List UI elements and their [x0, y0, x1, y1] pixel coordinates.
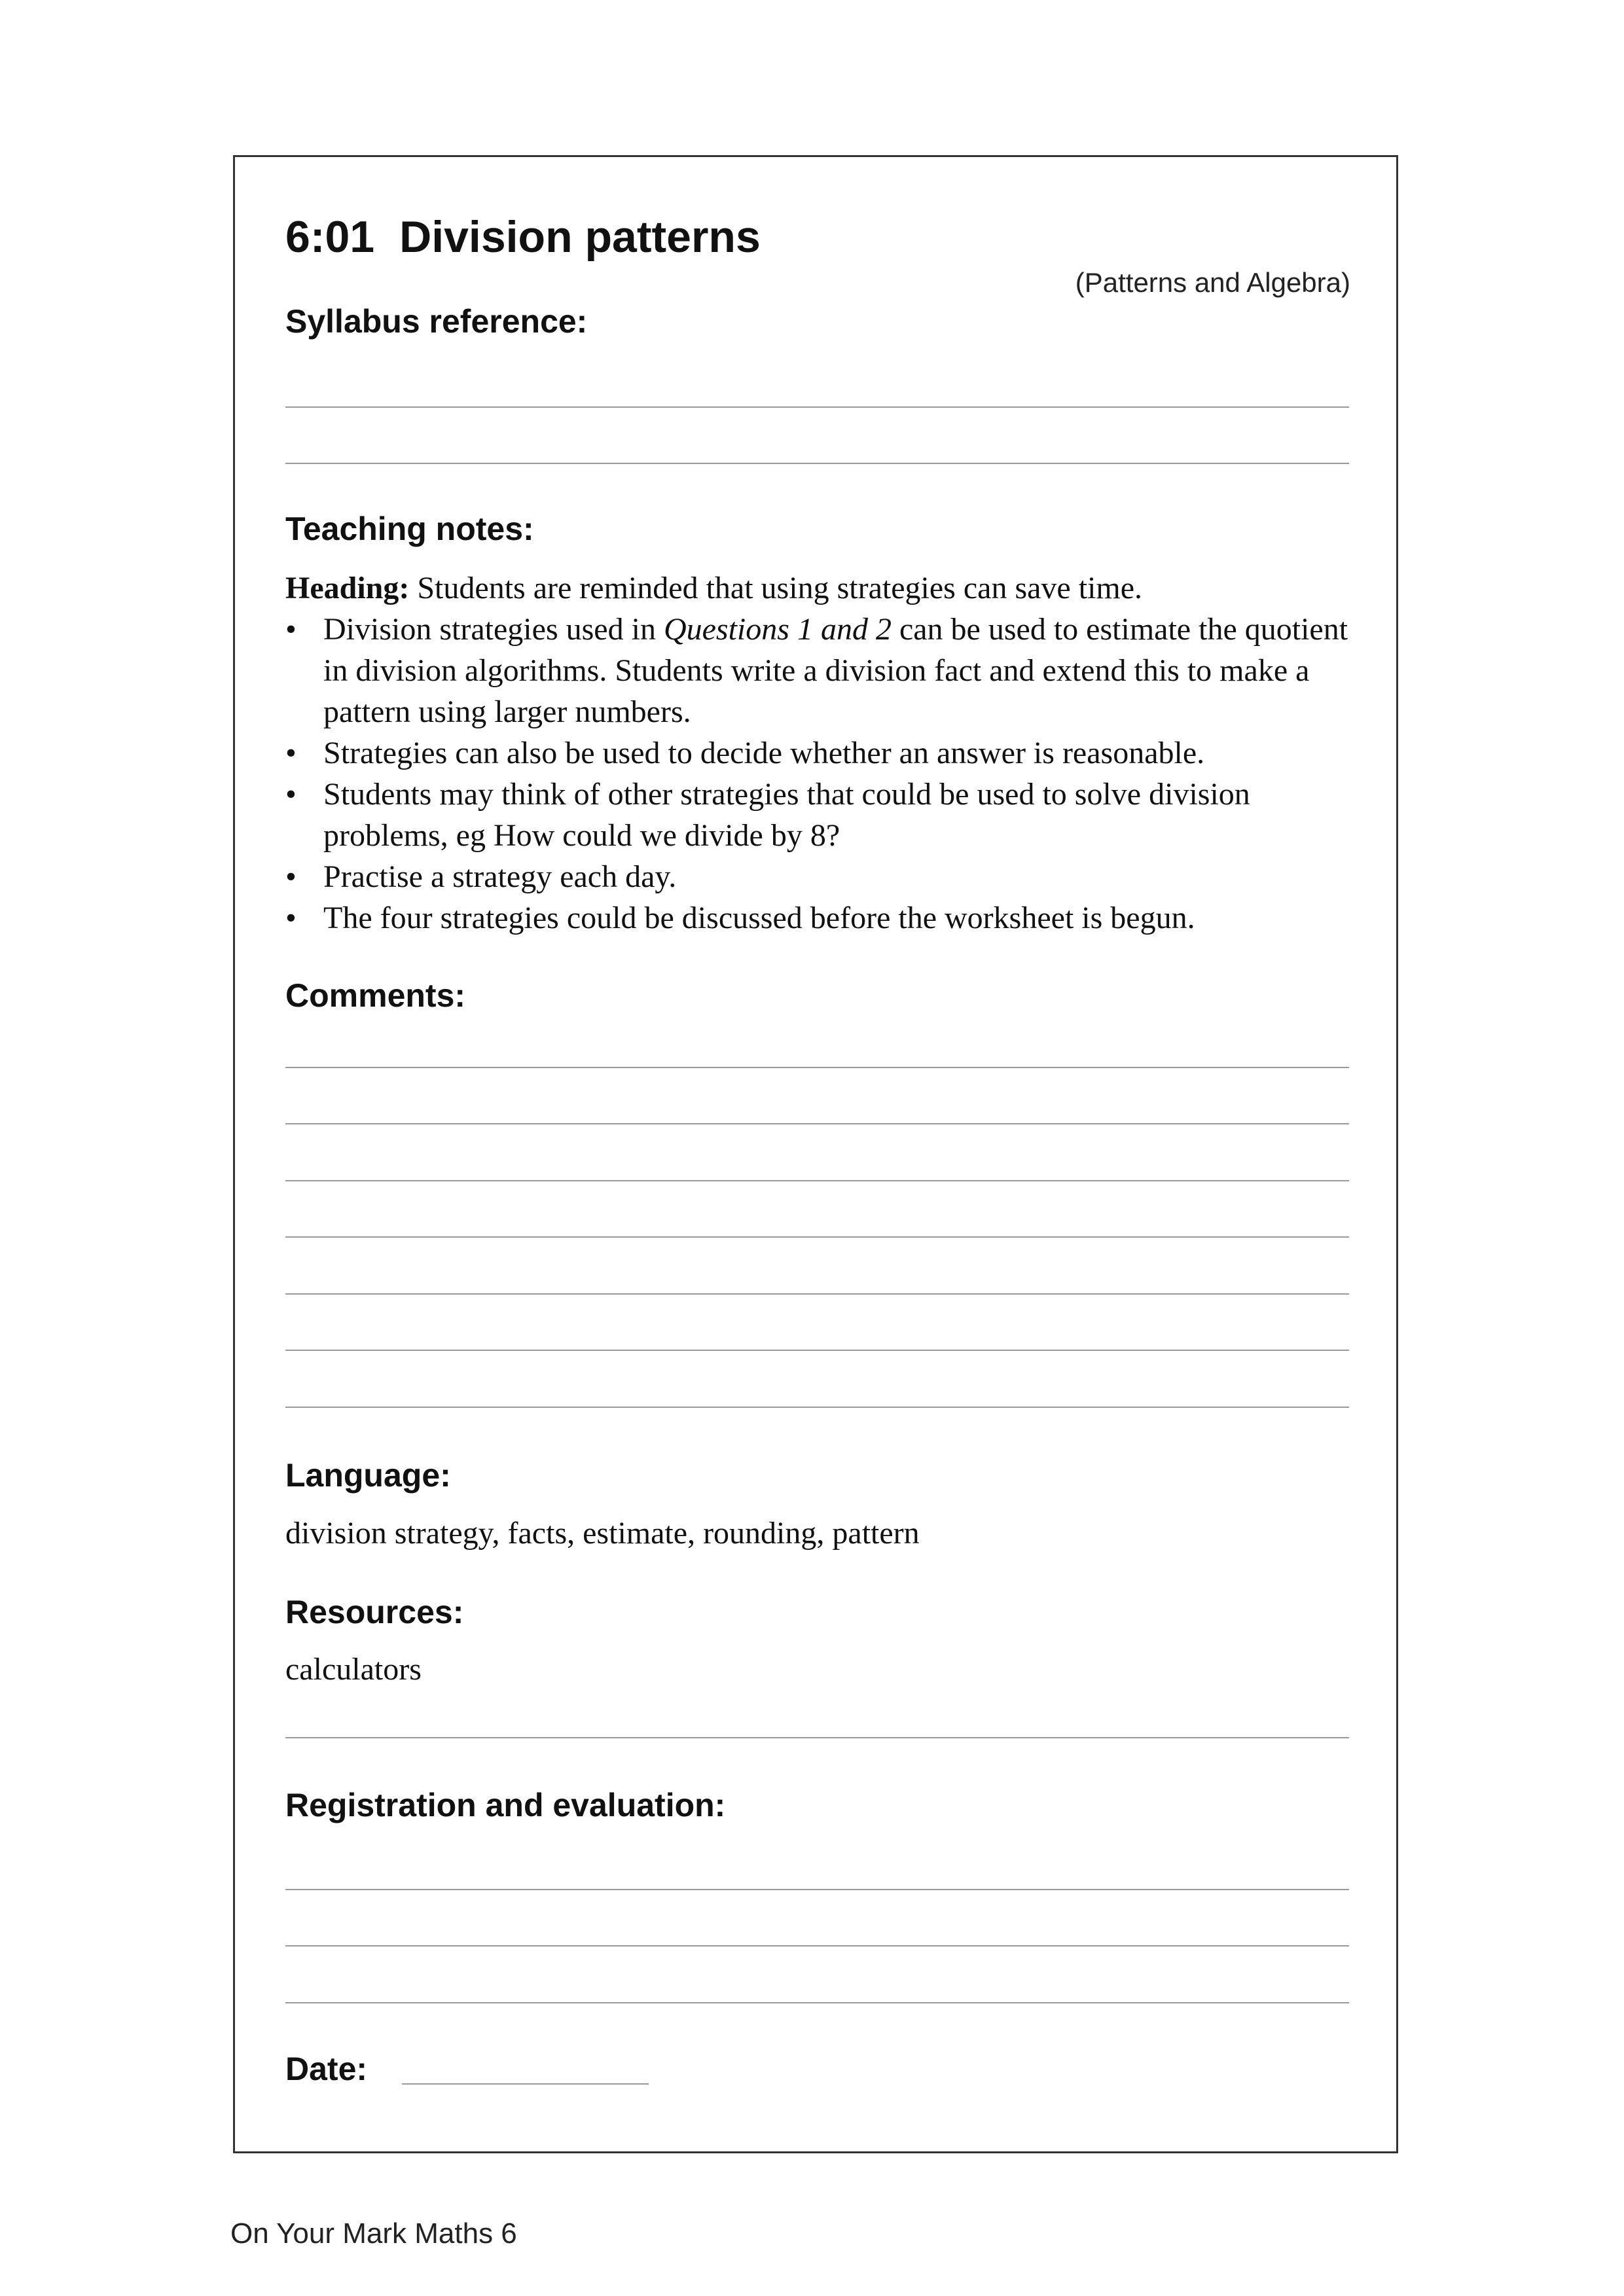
registration-line-1[interactable]: [285, 1889, 1349, 1890]
worksheet-frame: [233, 155, 1398, 2153]
teaching-notes-heading: Teaching notes:: [285, 511, 534, 547]
title-text: Division patterns: [399, 212, 761, 262]
title-number: 6:01: [285, 212, 375, 262]
syllabus-heading: Syllabus reference:: [285, 303, 588, 340]
comments-line-5[interactable]: [285, 1293, 1349, 1295]
list-item: [285, 856, 1359, 897]
list-item-text: Students may think of other strategies that could be used to solve division problems, eg How could we divide by 8?: [323, 777, 1250, 853]
footer-text: On Your Mark Maths 6: [230, 2217, 517, 2250]
comments-line-1[interactable]: [285, 1067, 1349, 1068]
syllabus-line-1[interactable]: [285, 406, 1349, 408]
language-heading: Language:: [285, 1457, 451, 1494]
list-item-text: Strategies can also be used to decide whether an answer is reasonable.: [323, 736, 1205, 770]
date-line[interactable]: [402, 2083, 649, 2085]
registration-line-3[interactable]: [285, 2002, 1349, 2003]
bullet-icon: •: [285, 777, 297, 812]
list-item: [285, 609, 1359, 732]
list-item-text: Division strategies used in: [323, 612, 664, 647]
comments-heading: Comments:: [285, 977, 466, 1014]
list-item-text: can be used to estimate the quotient in division algorithms. Students write a division fact and extend this to make a pattern using larger numbers.: [323, 612, 1348, 729]
comments-line-6[interactable]: [285, 1350, 1349, 1351]
list-item-emphasis: Questions 1 and 2: [663, 612, 892, 647]
resources-line[interactable]: [285, 1737, 1349, 1738]
comments-line-2[interactable]: [285, 1123, 1349, 1124]
registration-heading: Registration and evaluation:: [285, 1787, 726, 1823]
bullet-icon: •: [285, 736, 297, 770]
registration-line-2[interactable]: [285, 1945, 1349, 1946]
heading-note-text: Students are reminded that using strategies can save time.: [409, 571, 1143, 605]
bullet-icon: •: [285, 901, 297, 935]
list-item: [285, 774, 1359, 856]
language-text: division strategy, facts, estimate, rounding, pattern: [285, 1516, 920, 1551]
list-item-text: The four strategies could be discussed before the worksheet is begun.: [323, 901, 1195, 935]
resources-text: calculators: [285, 1652, 422, 1687]
list-item-text: Practise a strategy each day.: [323, 859, 677, 894]
syllabus-line-2[interactable]: [285, 463, 1349, 464]
comments-line-3[interactable]: [285, 1180, 1349, 1181]
comments-line-4[interactable]: [285, 1236, 1349, 1238]
list-item: [285, 732, 1359, 774]
bullet-icon: •: [285, 612, 297, 647]
heading-note-label: Heading:: [285, 571, 410, 605]
comments-line-7[interactable]: [285, 1407, 1349, 1408]
list-item: [285, 897, 1359, 939]
resources-heading: Resources:: [285, 1594, 464, 1630]
page-title: [285, 209, 761, 264]
bullet-icon: •: [285, 859, 297, 894]
strand-label: (Patterns and Algebra): [1075, 267, 1350, 298]
teaching-notes-list: [285, 609, 1359, 939]
date-label: Date:: [285, 2051, 368, 2087]
teaching-notes-heading-note: [285, 567, 1359, 609]
